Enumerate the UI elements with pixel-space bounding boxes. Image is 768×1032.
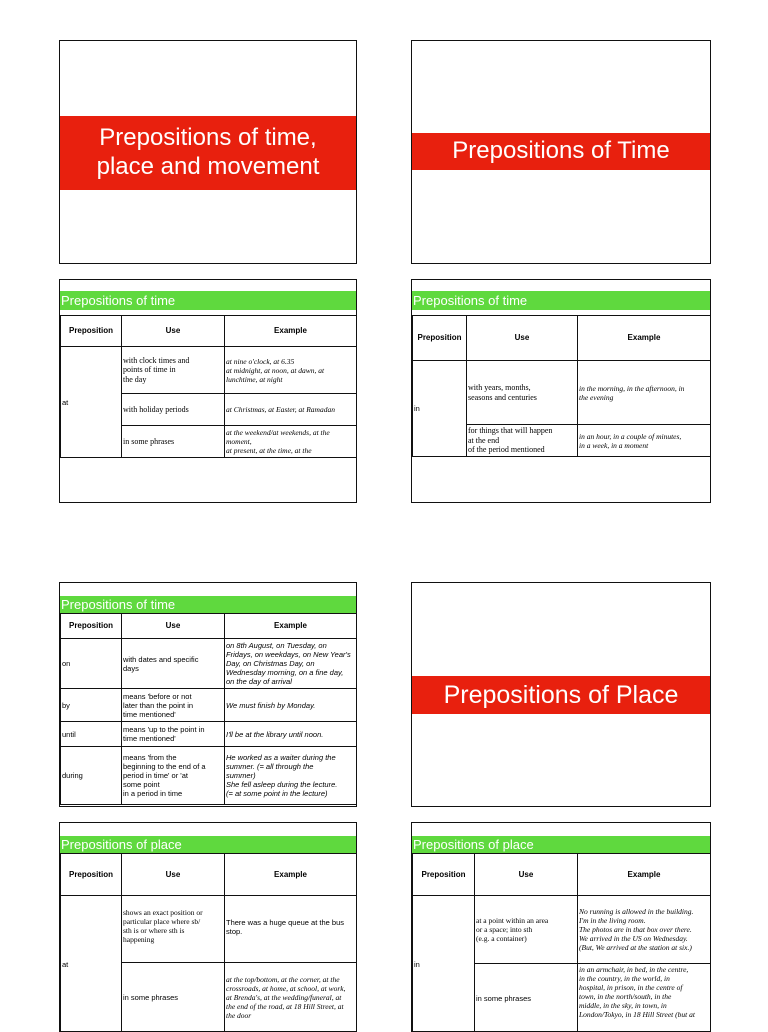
prepositions-table [60,613,357,805]
slide-place-in [411,822,711,1032]
column-header: Example [225,854,357,896]
column-header: Preposition [413,854,475,896]
preposition-cell: until [61,722,122,747]
slide-heading: Prepositions of time [60,291,356,310]
prepositions-table [412,853,711,1032]
table-row [61,896,357,963]
slide-time-in [411,279,711,503]
column-header: Preposition [61,614,122,639]
prepositions-table [412,315,711,457]
use-cell: means 'up to the point in time mentioned' [122,722,225,747]
prepositions-table [60,315,357,458]
slide-heading: Prepositions of time [60,596,356,613]
table-row [61,689,357,722]
table-row [61,722,357,747]
table-row [61,747,357,805]
use-cell: at a point within an area or a space; into sth (e.g. a container) [475,896,578,964]
table-row [413,896,711,964]
column-header: Example [578,316,711,361]
column-header: Use [122,614,225,639]
slide-title-main [59,40,357,264]
use-cell: shows an exact position or particular place where sb/ sth is or where sth is happening [122,896,225,963]
preposition-cell: on [61,639,122,689]
column-header: Preposition [61,316,122,347]
column-header: Example [578,854,711,896]
column-header: Example [225,316,357,347]
example-cell: He worked as a waiter during the summer. (= all through the summer) She fell asleep during the lecture. (= at some point in the lecture) [225,747,357,805]
column-header: Use [122,854,225,896]
example-cell: I'll be at the library until noon. [225,722,357,747]
use-cell: in some phrases [122,963,225,1032]
table-row [61,347,357,394]
example-cell: in an hour, in a couple of minutes, in a week, in a moment [578,425,711,457]
use-cell: with holiday periods [122,394,225,426]
use-cell: means 'from the beginning to the end of a period in time' or 'at some point in a period in time [122,747,225,805]
column-header: Preposition [413,316,467,361]
example-cell: at Christmas, at Easter, at Ramadan [225,394,357,426]
prepositions-table [60,853,357,1032]
preposition-cell: at [61,347,122,458]
example-cell: on 8th August, on Tuesday, on Fridays, on weekdays, on New Year's Day, on Christmas Day, on Wednesday morning, on a fine day, on the day of arrival [225,639,357,689]
slide-place-section [411,582,711,807]
use-cell: with years, months, seasons and centuries [467,361,578,425]
use-cell: in some phrases [122,426,225,458]
use-cell: in some phrases [475,964,578,1032]
slide-heading: Prepositions of time [412,291,710,310]
use-cell: with clock times and points of time in the day [122,347,225,394]
slide-title-banner: Prepositions of time, place and movement [60,116,356,190]
slide-heading: Prepositions of place [60,836,356,853]
section-title-banner: Prepositions of Place [412,676,710,714]
column-header: Use [467,316,578,361]
column-header: Use [475,854,578,896]
preposition-cell: during [61,747,122,805]
use-cell: with dates and specific days [122,639,225,689]
table-row [413,361,711,425]
slide-time-at [59,279,357,503]
use-cell: means 'before or not later than the point in time mentioned' [122,689,225,722]
slide-place-at [59,822,357,1032]
use-cell: for things that will happen at the end of the period mentioned [467,425,578,457]
preposition-cell: by [61,689,122,722]
column-header: Example [225,614,357,639]
preposition-cell: in [413,896,475,1032]
example-cell: There was a huge queue at the bus stop. [225,896,357,963]
example-cell: at nine o'clock, at 6.35 at midnight, at noon, at dawn, at lunchtime, at night [225,347,357,394]
example-cell: in an armchair, in bed, in the centre, in the country, in the world, in hospital, in prison, in the centre of town, in the north/south, in the middle, in the sky, in town, in London/Tokyo, in 18 Hill Street (but at [578,964,711,1032]
table-row [61,639,357,689]
slide-time-others [59,582,357,807]
slide-heading: Prepositions of place [412,836,710,853]
slide-time-section [411,40,711,264]
example-cell: No running is allowed in the building. I'm in the living room. The photos are in that box over there. We arrived in the US on Wednesday. (But, We arrived at the station at six.) [578,896,711,964]
preposition-cell: in [413,361,467,457]
example-cell: at the top/bottom, at the corner, at the crossroads, at home, at school, at work, at Brenda's, at the wedding/funeral, at the end of the road, at 18 Hill Street, at the door [225,963,357,1032]
section-title-banner: Prepositions of Time [412,133,710,170]
column-header: Preposition [61,854,122,896]
example-cell: in the morning, in the afternoon, in the evening [578,361,711,425]
example-cell: We must finish by Monday. [225,689,357,722]
preposition-cell: at [61,896,122,1032]
column-header: Use [122,316,225,347]
example-cell: at the weekend/at weekends, at the moment, at present, at the time, at the [225,426,357,458]
